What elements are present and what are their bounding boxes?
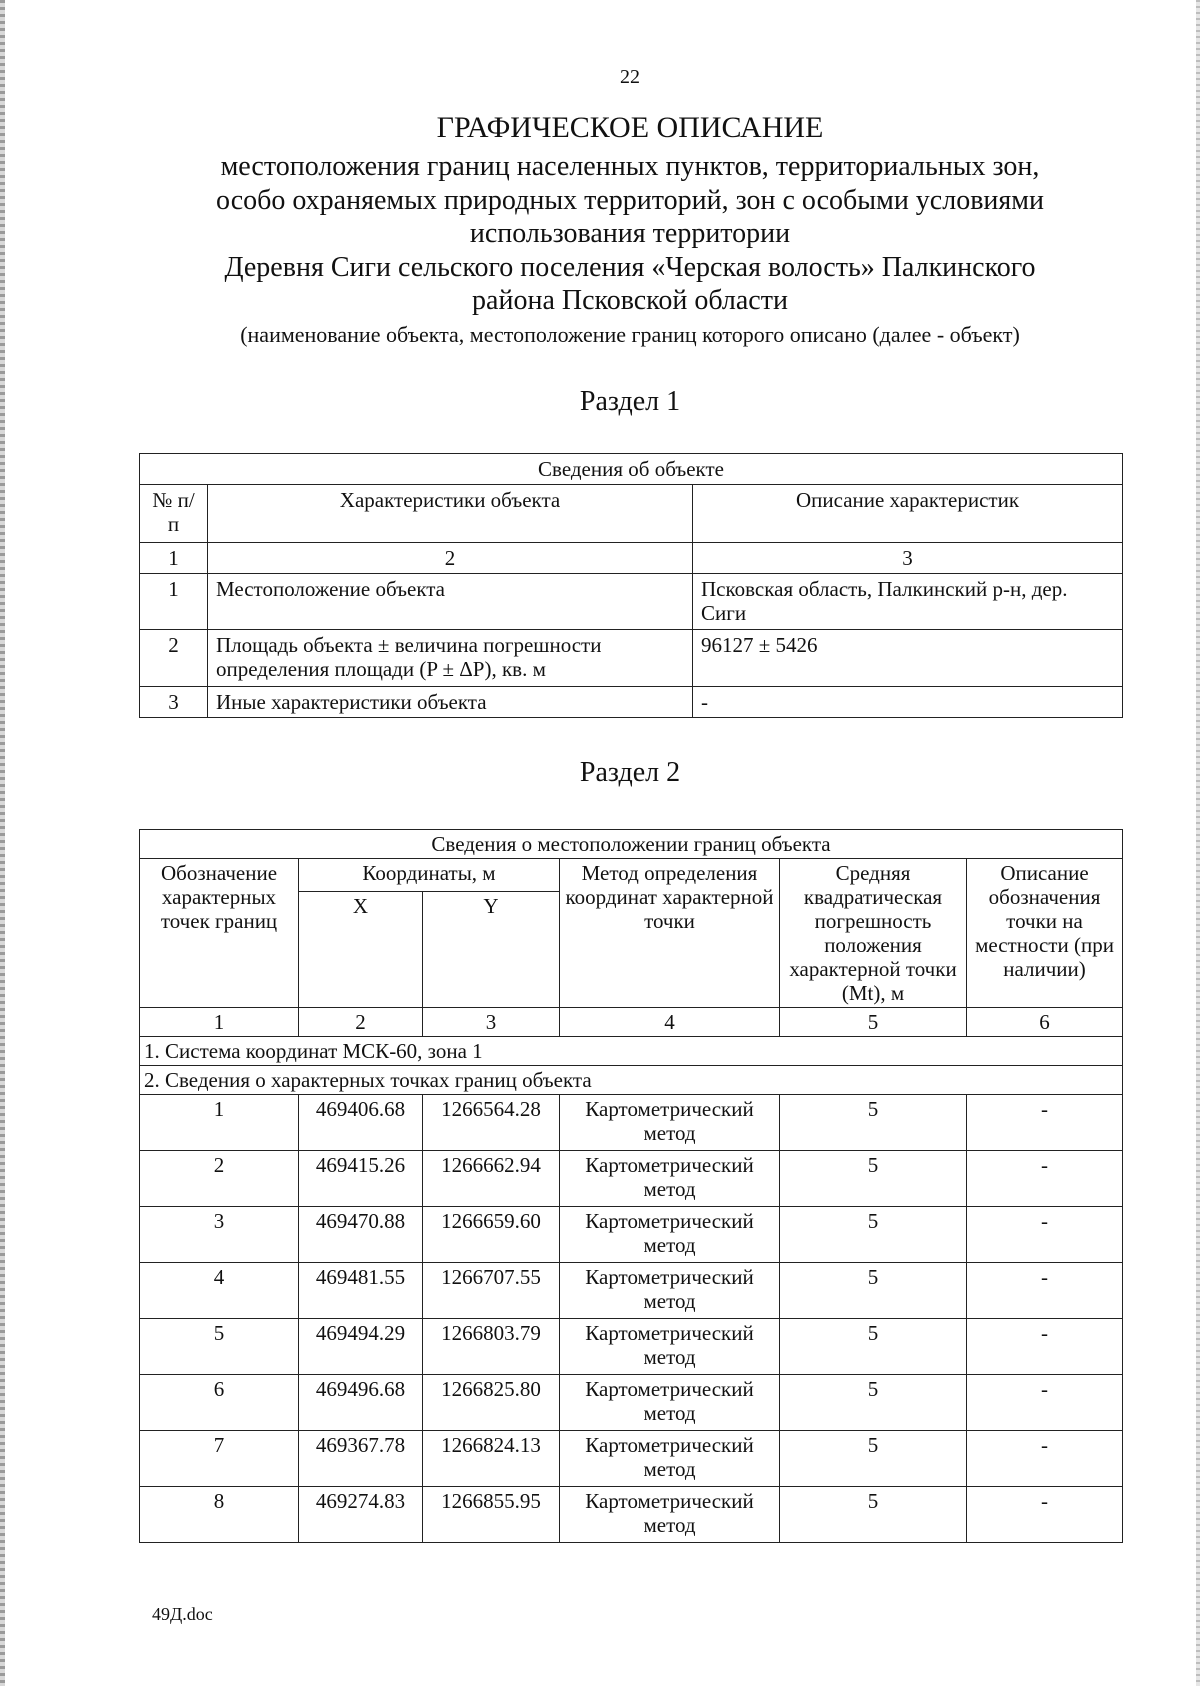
- table2-caption: Сведения о местоположении границ объекта: [140, 830, 1123, 859]
- subtitle-line: особо охраняемых природных территорий, зон с особыми условиями: [216, 184, 1044, 216]
- row-number: 3: [140, 687, 208, 718]
- characteristic-name: Местоположение объекта: [208, 574, 693, 630]
- boundary-points-table: [139, 829, 1123, 1543]
- point-description: -: [967, 1263, 1123, 1319]
- table-row: [140, 1095, 1123, 1151]
- method: Картометрический метод: [560, 1319, 780, 1375]
- scan-edge-right: [1196, 0, 1200, 1686]
- section2-title: Раздел 2: [579, 757, 681, 788]
- header-point-description: Описание обозначения точки на местности (при наличии): [967, 859, 1123, 1008]
- mean-error: 5: [780, 1151, 967, 1207]
- mean-error: 5: [780, 1095, 967, 1151]
- method: Картометрический метод: [560, 1207, 780, 1263]
- characteristic-value: -: [693, 687, 1123, 718]
- coordinate-x: 469415.26: [299, 1151, 423, 1207]
- point-description: -: [967, 1375, 1123, 1431]
- mean-error: 5: [780, 1263, 967, 1319]
- coordinate-y: 1266824.13: [423, 1431, 560, 1487]
- page-number: 22: [620, 66, 640, 88]
- footer-filename: 49Д.doc: [152, 1604, 213, 1624]
- coordinate-y: 1266855.95: [423, 1487, 560, 1543]
- method: Картометрический метод: [560, 1487, 780, 1543]
- coordinate-system-row: 1. Система координат МСК-60, зона 1: [140, 1037, 1123, 1066]
- method: Картометрический метод: [560, 1375, 780, 1431]
- point-description: -: [967, 1431, 1123, 1487]
- point-number: 1: [140, 1095, 299, 1151]
- point-number: 7: [140, 1431, 299, 1487]
- column-number: 5: [780, 1008, 967, 1037]
- header-point-designation: Обозначение характерных точек границ: [140, 859, 299, 1008]
- table-row: [140, 1431, 1123, 1487]
- coordinate-x: 469481.55: [299, 1263, 423, 1319]
- characteristic-value: Псковская область, Палкинский р-н, дер. Сиги: [693, 574, 1123, 630]
- column-number: 2: [299, 1008, 423, 1037]
- object-name-note: (наименование объекта, местоположение границ которого описано (далее - объект): [240, 322, 1020, 347]
- point-number: 2: [140, 1151, 299, 1207]
- point-number: 4: [140, 1263, 299, 1319]
- table-row: [140, 1207, 1123, 1263]
- mean-error: 5: [780, 1487, 967, 1543]
- point-number: 8: [140, 1487, 299, 1543]
- point-number: 5: [140, 1319, 299, 1375]
- table-row: [140, 1263, 1123, 1319]
- document-title: ГРАФИЧЕСКОЕ ОПИСАНИЕ: [436, 111, 824, 144]
- table-row: [140, 687, 1123, 718]
- table-row: [140, 574, 1123, 630]
- method: Картометрический метод: [560, 1431, 780, 1487]
- coordinate-y: 1266564.28: [423, 1095, 560, 1151]
- subtitle-line: Деревня Сиги сельского поселения «Черская волость» Палкинского: [224, 251, 1036, 283]
- table-row: [140, 630, 1123, 687]
- header-method: Метод определения координат характерной точки: [560, 859, 780, 1008]
- document-subtitle: [120, 150, 1140, 318]
- point-description: -: [967, 1207, 1123, 1263]
- column-number: 6: [967, 1008, 1123, 1037]
- characteristic-value: 96127 ± 5426: [693, 630, 1123, 687]
- subtitle-line: района Псковской области: [472, 285, 788, 316]
- characteristic-name: Площадь объекта ± величина погрешности определения площади (P ± ΔP), кв. м: [208, 630, 693, 687]
- section1-title: Раздел 1: [579, 386, 681, 417]
- coordinate-y: 1266803.79: [423, 1319, 560, 1375]
- point-number: 6: [140, 1375, 299, 1431]
- header-coordinates: Координаты, м: [299, 859, 560, 892]
- header-x: X: [299, 892, 423, 1008]
- coordinate-y: 1266659.60: [423, 1207, 560, 1263]
- column-number: 4: [560, 1008, 780, 1037]
- column-number: 1: [140, 1008, 299, 1037]
- coordinate-y: 1266707.55: [423, 1263, 560, 1319]
- row-number: 2: [140, 630, 208, 687]
- mean-error: 5: [780, 1207, 967, 1263]
- object-info-table: [139, 453, 1123, 718]
- subtitle-line: использования территории: [469, 218, 791, 249]
- table1-caption: Сведения об объекте: [140, 454, 1123, 485]
- method: Картометрический метод: [560, 1151, 780, 1207]
- coordinate-y: 1266825.80: [423, 1375, 560, 1431]
- column-number: 3: [693, 543, 1123, 574]
- table-row: [140, 1375, 1123, 1431]
- mean-error: 5: [780, 1375, 967, 1431]
- mean-error: 5: [780, 1431, 967, 1487]
- column-number: 3: [423, 1008, 560, 1037]
- characteristic-name: Иные характеристики объекта: [208, 687, 693, 718]
- table-row: [140, 1319, 1123, 1375]
- point-description: -: [967, 1319, 1123, 1375]
- header-characteristic: Характеристики объекта: [208, 485, 693, 543]
- point-description: -: [967, 1151, 1123, 1207]
- column-number: 2: [208, 543, 693, 574]
- row-number: 1: [140, 574, 208, 630]
- column-number: 1: [140, 543, 208, 574]
- coordinate-x: 469406.68: [299, 1095, 423, 1151]
- point-description: -: [967, 1487, 1123, 1543]
- point-description: -: [967, 1095, 1123, 1151]
- subtitle-line: местоположения границ населенных пунктов, территориальных зон,: [220, 151, 1040, 182]
- header-description: Описание характеристик: [693, 485, 1123, 543]
- method: Картометрический метод: [560, 1095, 780, 1151]
- coordinate-x: 469470.88: [299, 1207, 423, 1263]
- table-row: [140, 1151, 1123, 1207]
- header-number: № п/п: [140, 485, 208, 543]
- coordinate-x: 469494.29: [299, 1319, 423, 1375]
- scan-edge-left: [0, 0, 5, 1686]
- table-row: [140, 1487, 1123, 1543]
- header-y: Y: [423, 892, 560, 1008]
- coordinate-y: 1266662.94: [423, 1151, 560, 1207]
- method: Картометрический метод: [560, 1263, 780, 1319]
- points-info-row: 2. Сведения о характерных точках границ объекта: [140, 1066, 1123, 1095]
- header-mean-error: Средняя квадратическая погрешность положения характерной точки (Mt), м: [780, 859, 967, 1008]
- coordinate-x: 469274.83: [299, 1487, 423, 1543]
- coordinate-x: 469496.68: [299, 1375, 423, 1431]
- mean-error: 5: [780, 1319, 967, 1375]
- coordinate-x: 469367.78: [299, 1431, 423, 1487]
- point-number: 3: [140, 1207, 299, 1263]
